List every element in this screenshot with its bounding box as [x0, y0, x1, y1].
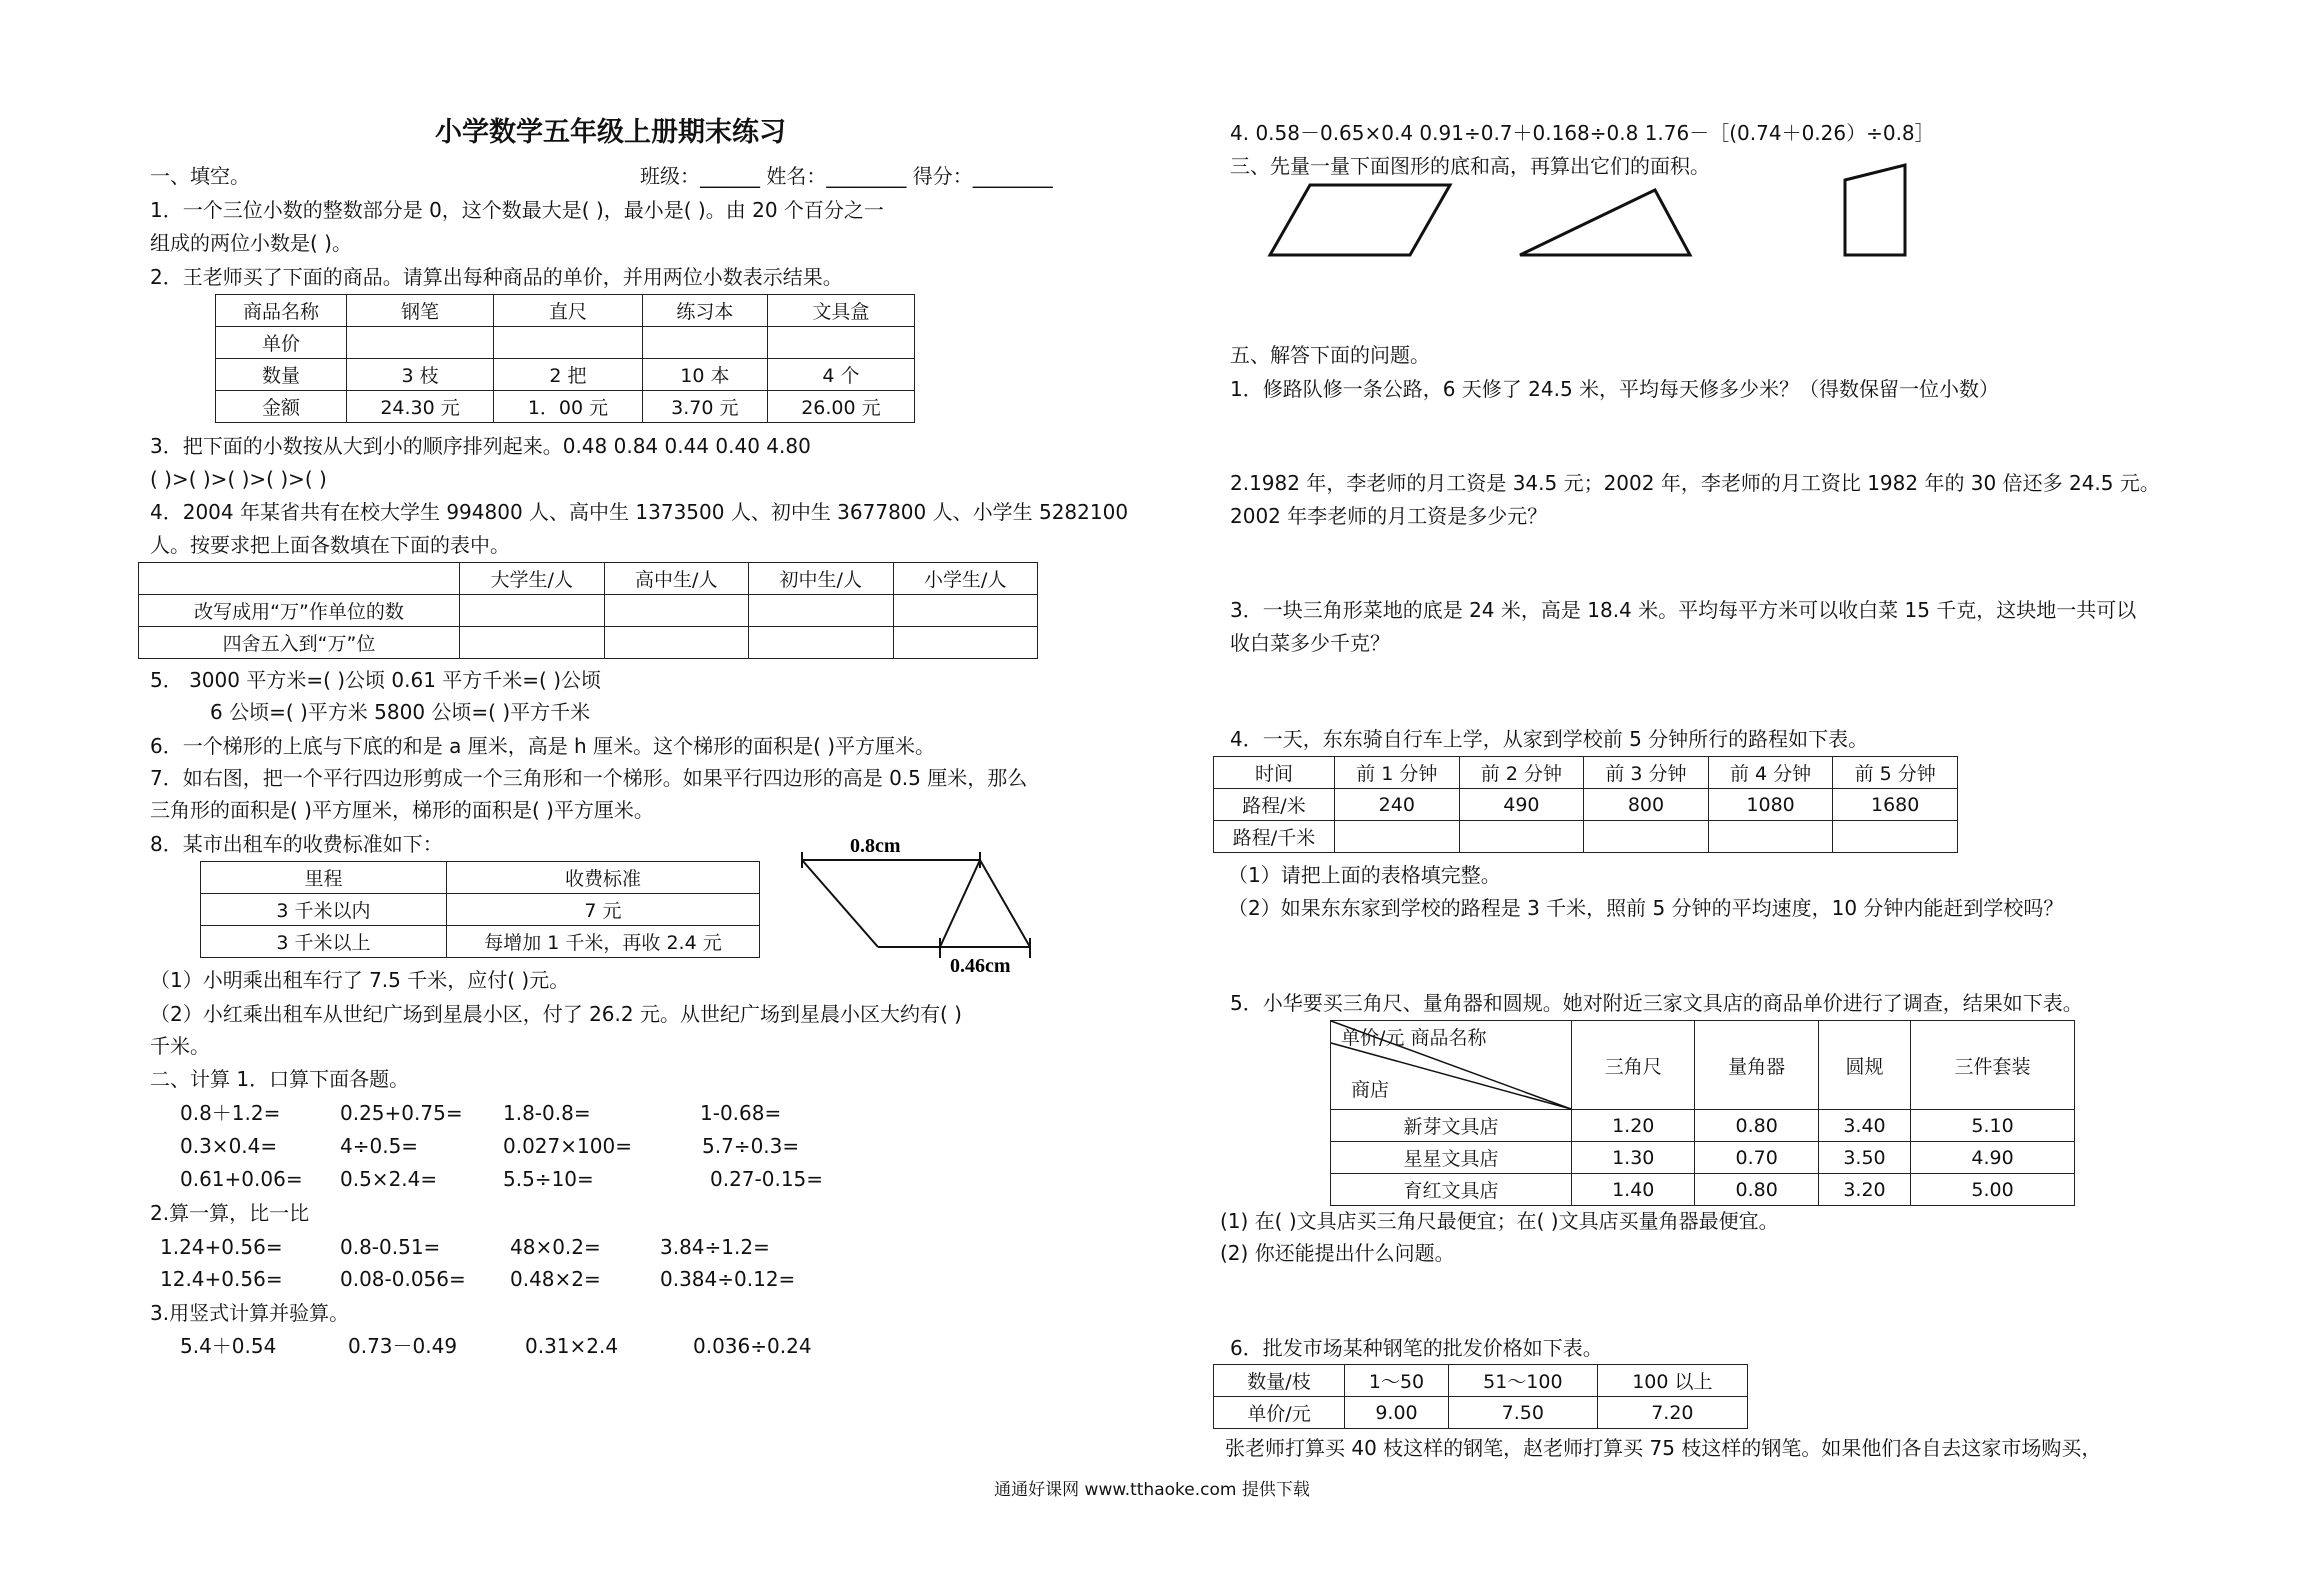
- vertical-calc-item: 0.036÷0.24: [693, 1334, 812, 1358]
- calc-item: 1.8-0.8=: [503, 1101, 591, 1125]
- question-8: 8．某市出租车的收费标准如下：: [150, 832, 443, 856]
- table-header: 高中生/人: [604, 563, 749, 595]
- vertical-calc-heading: 3.用竖式计算并验算。: [150, 1301, 350, 1325]
- calc-item: 0.027×100=: [503, 1134, 632, 1158]
- table-cell: 数量: [216, 359, 347, 391]
- table-cell[interactable]: [604, 627, 749, 659]
- table-cell[interactable]: [749, 595, 894, 627]
- table-cell: 四舍五入到“万”位: [139, 627, 460, 659]
- class-info: 班级：______ 姓名：________ 得分：________: [640, 164, 1053, 188]
- problem-3-line-1: 3．一块三角形菜地的底是 24 米，高是 18.4 米。平均每平方米可以收白菜 15 千克，这块地一共可以: [1230, 598, 2137, 622]
- table-cell: 3 千米以上: [201, 926, 447, 958]
- parallelogram-shape: [1270, 185, 1450, 255]
- table-cell[interactable]: [1459, 821, 1584, 853]
- question-1-line-2: 组成的两位小数是( )。: [150, 231, 352, 255]
- compare-item: 0.48×2=: [510, 1267, 601, 1291]
- table-cell: 240: [1335, 789, 1460, 821]
- table-header: 51～100: [1448, 1365, 1597, 1397]
- calc-item: 5.5÷10=: [503, 1167, 594, 1191]
- section-fill-blank-heading: 一、填空。: [150, 164, 250, 188]
- parallelogram-cut-figure: [790, 830, 1011, 977]
- table-header: 文具盒: [767, 295, 914, 327]
- table-cell[interactable]: [1833, 821, 1958, 853]
- calc-item: 0.27-0.15=: [710, 1167, 824, 1191]
- goods-table: [215, 294, 915, 423]
- trapezoid-shape: [1845, 165, 1905, 255]
- calc-item: 0.3×0.4=: [180, 1134, 278, 1158]
- calc-item: 0.25+0.75=: [340, 1101, 463, 1125]
- table-cell: 金额: [216, 391, 347, 423]
- table-cell: 1．00 元: [494, 391, 643, 423]
- problem-2-line-2: 2002 年李老师的月工资是多少元？: [1230, 504, 1548, 528]
- figure-top-label: 0.8cm: [850, 835, 901, 857]
- problem-1: 1．修路队修一条公路，6 天修了 24.5 米，平均每天修多少米？（得数保留一位小数）: [1230, 377, 2000, 401]
- table-cell[interactable]: [893, 595, 1038, 627]
- table-cell: 0.80: [1695, 1174, 1818, 1206]
- table-header: 练习本: [642, 295, 767, 327]
- table-header: 100 以上: [1597, 1365, 1747, 1397]
- table-header: 初中生/人: [749, 563, 894, 595]
- question-4-line-1: 4．2004 年某省共有在校大学生 994800 人、高中生 1373500 人、初中生 3677800 人、小学生 5282100: [150, 500, 1129, 524]
- table-cell: 7 元: [447, 894, 760, 926]
- compare-item: 48×0.2=: [510, 1235, 601, 1259]
- question-1-line-1: 1．一个三位小数的整数部分是 0，这个数最大是( )，最小是( )。由 20 个百分之一: [150, 198, 884, 222]
- problem-2-line-1: 2.1982 年，李老师的月工资是 34.5 元；2002 年，李老师的月工资比 1982 年的 30 倍还多 24.5 元。: [1230, 471, 2160, 495]
- calc-item: 0.5×2.4=: [340, 1167, 438, 1191]
- table-header: 前 4 分钟: [1708, 757, 1833, 789]
- table-cell: 3.50: [1818, 1142, 1910, 1174]
- calc-item: 1-0.68=: [700, 1101, 782, 1125]
- question-8-1: （1）小明乘出租车行了 7.5 千米，应付( )元。: [150, 968, 570, 992]
- compare-item: 0.384÷0.12=: [660, 1267, 796, 1291]
- table-cell: 1680: [1833, 789, 1958, 821]
- table-cell: 0.80: [1695, 1110, 1818, 1142]
- table-cell: 新芽文具店: [1331, 1110, 1572, 1142]
- table-cell[interactable]: [1708, 821, 1833, 853]
- problem-5: 5．小华要买三角尺、量角器和圆规。她对附近三家文具店的商品单价进行了调查，结果如下表。: [1230, 991, 2083, 1015]
- problem-5-2: (2) 你还能提出什么问题。: [1220, 1241, 1455, 1265]
- table-cell: 星星文具店: [1331, 1142, 1572, 1174]
- table-cell: 3 千米以内: [201, 894, 447, 926]
- problem-6-text: 张老师打算买 40 枝这样的钢笔，赵老师打算买 75 枝这样的钢笔。如果他们各自去这家市场购买，: [1225, 1436, 2102, 1460]
- table-header: 前 1 分钟: [1335, 757, 1460, 789]
- table-cell: 9.00: [1345, 1397, 1449, 1429]
- table-header: 圆规: [1818, 1021, 1910, 1110]
- question-7-line-1: 7．如右图，把一个平行四边形剪成一个三角形和一个梯形。如果平行四边形的高是 0.5 厘米，那么: [150, 766, 1028, 790]
- table-header: 前 5 分钟: [1833, 757, 1958, 789]
- table-cell[interactable]: [604, 595, 749, 627]
- distance-table: [1213, 756, 1958, 853]
- vertical-calc-item: 0.73－0.49: [348, 1334, 458, 1358]
- table-cell: 1.20: [1572, 1110, 1695, 1142]
- vertical-calc-item: 5.4＋0.54: [180, 1334, 277, 1358]
- question-8-2-end: 千米。: [150, 1034, 210, 1058]
- section-calc-heading: 二、计算 1．口算下面各题。: [150, 1067, 410, 1091]
- vertical-calc-item: 0.31×2.4: [525, 1334, 619, 1358]
- calc-item: 0.61+0.06=: [180, 1167, 303, 1191]
- compare-item: 3.84÷1.2=: [660, 1235, 770, 1259]
- corner-label-top: 单价/元 商品名称: [1341, 1027, 1487, 1049]
- pen-price-table: [1213, 1364, 1748, 1429]
- table-header: 直尺: [494, 295, 643, 327]
- table-cell: 改写成用“万”作单位的数: [139, 595, 460, 627]
- table-cell: 3.20: [1818, 1174, 1910, 1206]
- table-cell[interactable]: [749, 627, 894, 659]
- table-header: 三角尺: [1572, 1021, 1695, 1110]
- compare-item: 0.8-0.51=: [340, 1235, 441, 1259]
- table-header: 时间: [1214, 757, 1335, 789]
- table-cell[interactable]: [642, 327, 767, 359]
- calc-item: 5.7÷0.3=: [702, 1134, 800, 1158]
- table-cell: 5.10: [1911, 1110, 2075, 1142]
- table-cell: 育红文具店: [1331, 1174, 1572, 1206]
- table-cell: 800: [1584, 789, 1709, 821]
- question-2: 2．王老师买了下面的商品。请算出每种商品的单价，并用两位小数表示结果。: [150, 265, 843, 289]
- calc-item: 4÷0.5=: [340, 1134, 419, 1158]
- taxi-fare-table: [200, 861, 760, 958]
- table-header: 钢笔: [347, 295, 494, 327]
- table-header: 商品名称: [216, 295, 347, 327]
- question-3-blanks[interactable]: ( )>( )>( )>( )>( ): [150, 467, 327, 491]
- table-cell: 3.40: [1818, 1110, 1910, 1142]
- table-cell[interactable]: [767, 327, 914, 359]
- table-header: 前 2 分钟: [1459, 757, 1584, 789]
- page-title: 小学数学五年级上册期末练习: [435, 117, 786, 148]
- table-header: 前 3 分钟: [1584, 757, 1709, 789]
- table-corner-cell: [1331, 1021, 1572, 1110]
- table-cell: 2 把: [494, 359, 643, 391]
- table-cell: 3.70 元: [642, 391, 767, 423]
- section-measure-heading: 三、先量一量下面图形的底和高，再算出它们的面积。: [1230, 154, 1710, 178]
- table-header: 大学生/人: [460, 563, 605, 595]
- table-cell: 7.50: [1448, 1397, 1597, 1429]
- question-3: 3．把下面的小数按从大到小的顺序排列起来。0.48 0.84 0.44 0.40 4.80: [150, 434, 811, 458]
- table-cell[interactable]: [1584, 821, 1709, 853]
- table-cell[interactable]: [1335, 821, 1460, 853]
- table-cell: 每增加 1 千米，再收 2.4 元: [447, 926, 760, 958]
- figure-bottom-label: 0.46cm: [950, 955, 1011, 977]
- table-cell: 1080: [1708, 789, 1833, 821]
- table-header: 小学生/人: [893, 563, 1038, 595]
- problem-4: 4．一天，东东骑自行车上学，从家到学校前 5 分钟所行的路程如下表。: [1230, 727, 1869, 751]
- problem-6: 6．批发市场某种钢笔的批发价格如下表。: [1230, 1336, 1603, 1360]
- table-cell[interactable]: [893, 627, 1038, 659]
- compare-item: 0.08-0.056=: [340, 1267, 466, 1291]
- stationery-price-table: [1330, 1020, 2075, 1206]
- table-cell[interactable]: [347, 327, 494, 359]
- problem-4-1: （1）请把上面的表格填完整。: [1228, 863, 1501, 887]
- question-4-line-2: 人。按要求把上面各数填在下面的表中。: [150, 533, 510, 557]
- question-6: 6．一个梯形的上底与下底的和是 a 厘米，高是 h 厘米。这个梯形的面积是( )平方厘米。: [150, 734, 936, 758]
- table-header: 里程: [201, 862, 447, 894]
- table-header: 量角器: [1695, 1021, 1818, 1110]
- compare-heading: 2.算一算，比一比: [150, 1201, 310, 1225]
- table-header: 数量/枝: [1214, 1365, 1345, 1397]
- table-cell: 7.20: [1597, 1397, 1747, 1429]
- student-count-table: [138, 562, 1038, 659]
- table-header: 1～50: [1345, 1365, 1449, 1397]
- table-cell: 4 个: [767, 359, 914, 391]
- page-footer: 通通好课网 www.tthaoke.com 提供下载: [994, 1480, 1310, 1500]
- mixed-calc-line: 4. 0.58－0.65×0.4 0.91÷0.7＋0.168÷0.8 1.76－［(0.74＋0.26）÷0.8］: [1230, 121, 1935, 145]
- question-5-line-2: 6 公顷=( )平方米 5800 公顷=( )平方千米: [210, 700, 591, 724]
- triangle-shape: [1520, 190, 1690, 255]
- table-cell: 24.30 元: [347, 391, 494, 423]
- table-cell[interactable]: [460, 595, 605, 627]
- table-header: 三件套装: [1911, 1021, 2075, 1110]
- table-cell: 3 枝: [347, 359, 494, 391]
- table-cell[interactable]: [494, 327, 643, 359]
- compare-item: 1.24+0.56=: [160, 1235, 283, 1259]
- geometry-shapes: [1270, 180, 2170, 270]
- compare-item: 12.4+0.56=: [160, 1267, 283, 1291]
- table-cell: 490: [1459, 789, 1584, 821]
- calc-item: 0.8＋1.2=: [180, 1101, 281, 1125]
- problem-4-2: （2）如果东东家到学校的路程是 3 千米，照前 5 分钟的平均速度，10 分钟内能赶到学校吗？: [1228, 896, 2064, 920]
- question-5-line-1: 5． 3000 平方米=( )公顷 0.61 平方千米=( )公顷: [150, 668, 602, 692]
- table-cell: 26.00 元: [767, 391, 914, 423]
- problem-5-1: (1) 在( )文具店买三角尺最便宜；在( )文具店买量角器最便宜。: [1220, 1209, 1779, 1233]
- table-header: 收费标准: [447, 862, 760, 894]
- problem-3-line-2: 收白菜多少千克？: [1230, 631, 1390, 655]
- table-cell: 1.30: [1572, 1142, 1695, 1174]
- table-cell: 0.70: [1695, 1142, 1818, 1174]
- table-cell: 路程/米: [1214, 789, 1335, 821]
- table-cell: 10 本: [642, 359, 767, 391]
- table-cell: 路程/千米: [1214, 821, 1335, 853]
- table-cell: 4.90: [1911, 1142, 2075, 1174]
- question-7-line-2: 三角形的面积是( )平方厘米，梯形的面积是( )平方厘米。: [150, 798, 654, 822]
- section-solve-heading: 五、解答下面的问题。: [1230, 343, 1430, 367]
- table-cell: 5.00: [1911, 1174, 2075, 1206]
- table-cell[interactable]: [460, 627, 605, 659]
- table-cell: 1.40: [1572, 1174, 1695, 1206]
- table-header: [139, 563, 460, 595]
- question-8-2: （2）小红乘出租车从世纪广场到星晨小区，付了 26.2 元。从世纪广场到星晨小区大约有( ): [150, 1002, 962, 1026]
- corner-label-bottom: 商店: [1351, 1079, 1390, 1101]
- table-cell: 单价: [216, 327, 347, 359]
- table-cell: 单价/元: [1214, 1397, 1345, 1429]
